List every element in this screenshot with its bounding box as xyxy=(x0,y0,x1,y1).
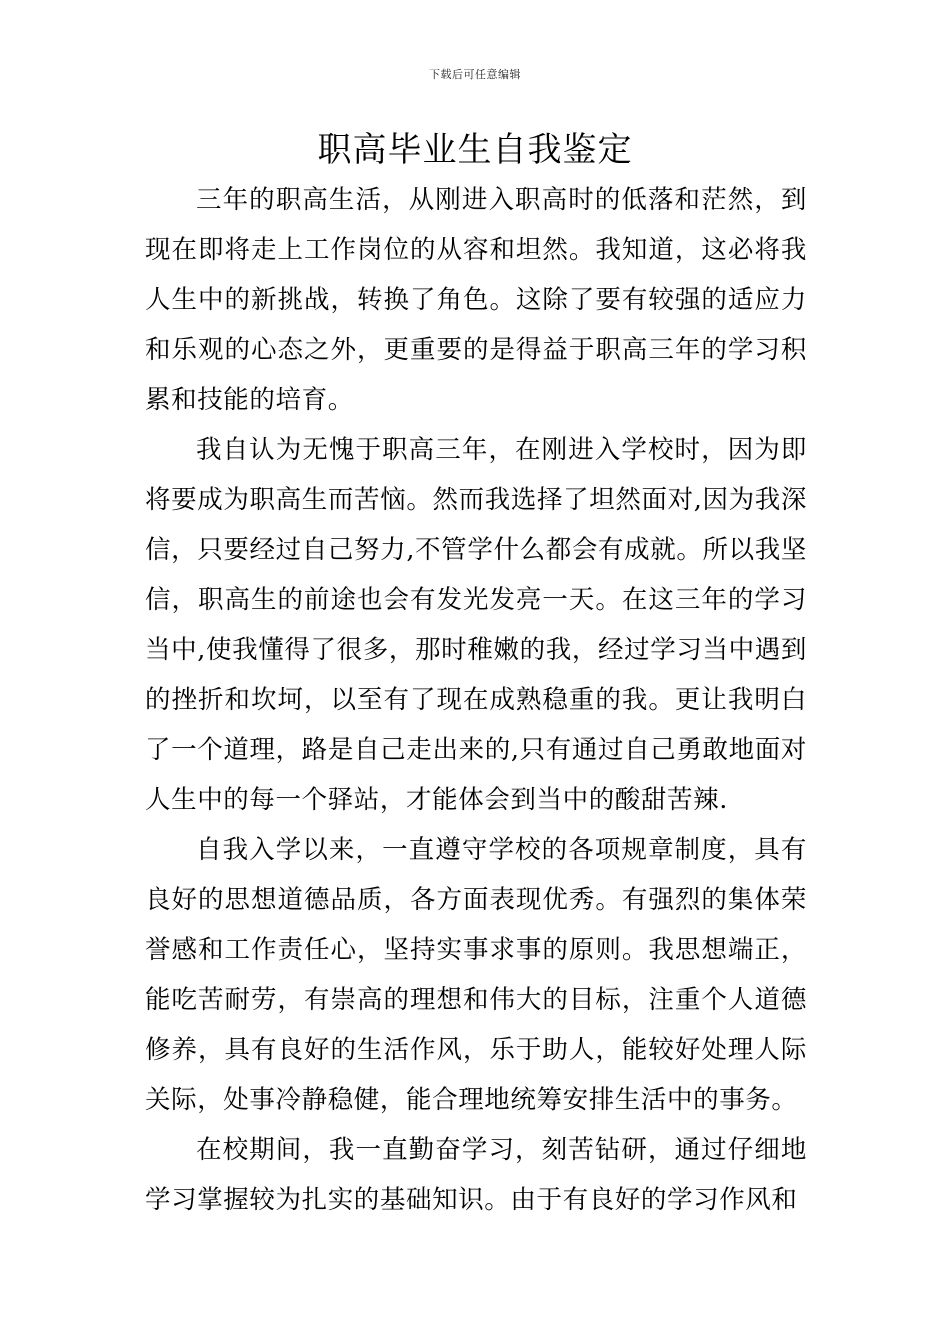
paragraph-1: 三年的职高生活，从刚进入职高时的低落和茫然，到现在即将走上工作岗位的从容和坦然。我知道，这必将我人生中的新挑战，转换了角色。这除了要有较强的适应力和乐观的心态之外，更重要的是得益于职高三年的学习积累和技能的培育。 xyxy=(145,185,807,415)
paragraph-4: 在校期间，我一直勤奋学习，刻苦钻研，通过仔细地学习掌握较为扎实的基础知识。由于有良好的学习作风和 xyxy=(145,1135,807,1215)
header-note: 下载后可任意编辑 xyxy=(429,68,521,81)
paragraph-3: 自我入学以来，一直遵守学校的各项规章制度，具有良好的思想道德品质，各方面表现优秀。有强烈的集体荣誉感和工作责任心，坚持实事求事的原则。我思想端正，能吃苦耐劳，有崇高的理想和伟大的目标，注重个人道德修养，具有良好的生活作风，乐于助人，能较好处理人际关际，处事冷静稳健，能合理地统筹安排生活中的事务。 xyxy=(145,835,807,1115)
document-title: 职高毕业生自我鉴定 xyxy=(317,130,633,170)
paragraph-2: 我自认为无愧于职高三年，在刚进入学校时，因为即将要成为职高生而苦恼。然而我选择了坦然面对,因为我深信，只要经过自己努力,不管学什么都会有成就。所以我坚信，职高生的前途也会有发光发亮一天。在这三年的学习当中,使我懂得了很多，那时稚嫩的我，经过学习当中遇到的挫折和坎坷，以至有了现在成熟稳重的我。更让我明白了一个道理，路是自己走出来的,只有通过自己勇敢地面对人生中的每一个驿站，才能体会到当中的酸甜苦辣. xyxy=(145,435,807,815)
document-body xyxy=(145,175,807,1225)
